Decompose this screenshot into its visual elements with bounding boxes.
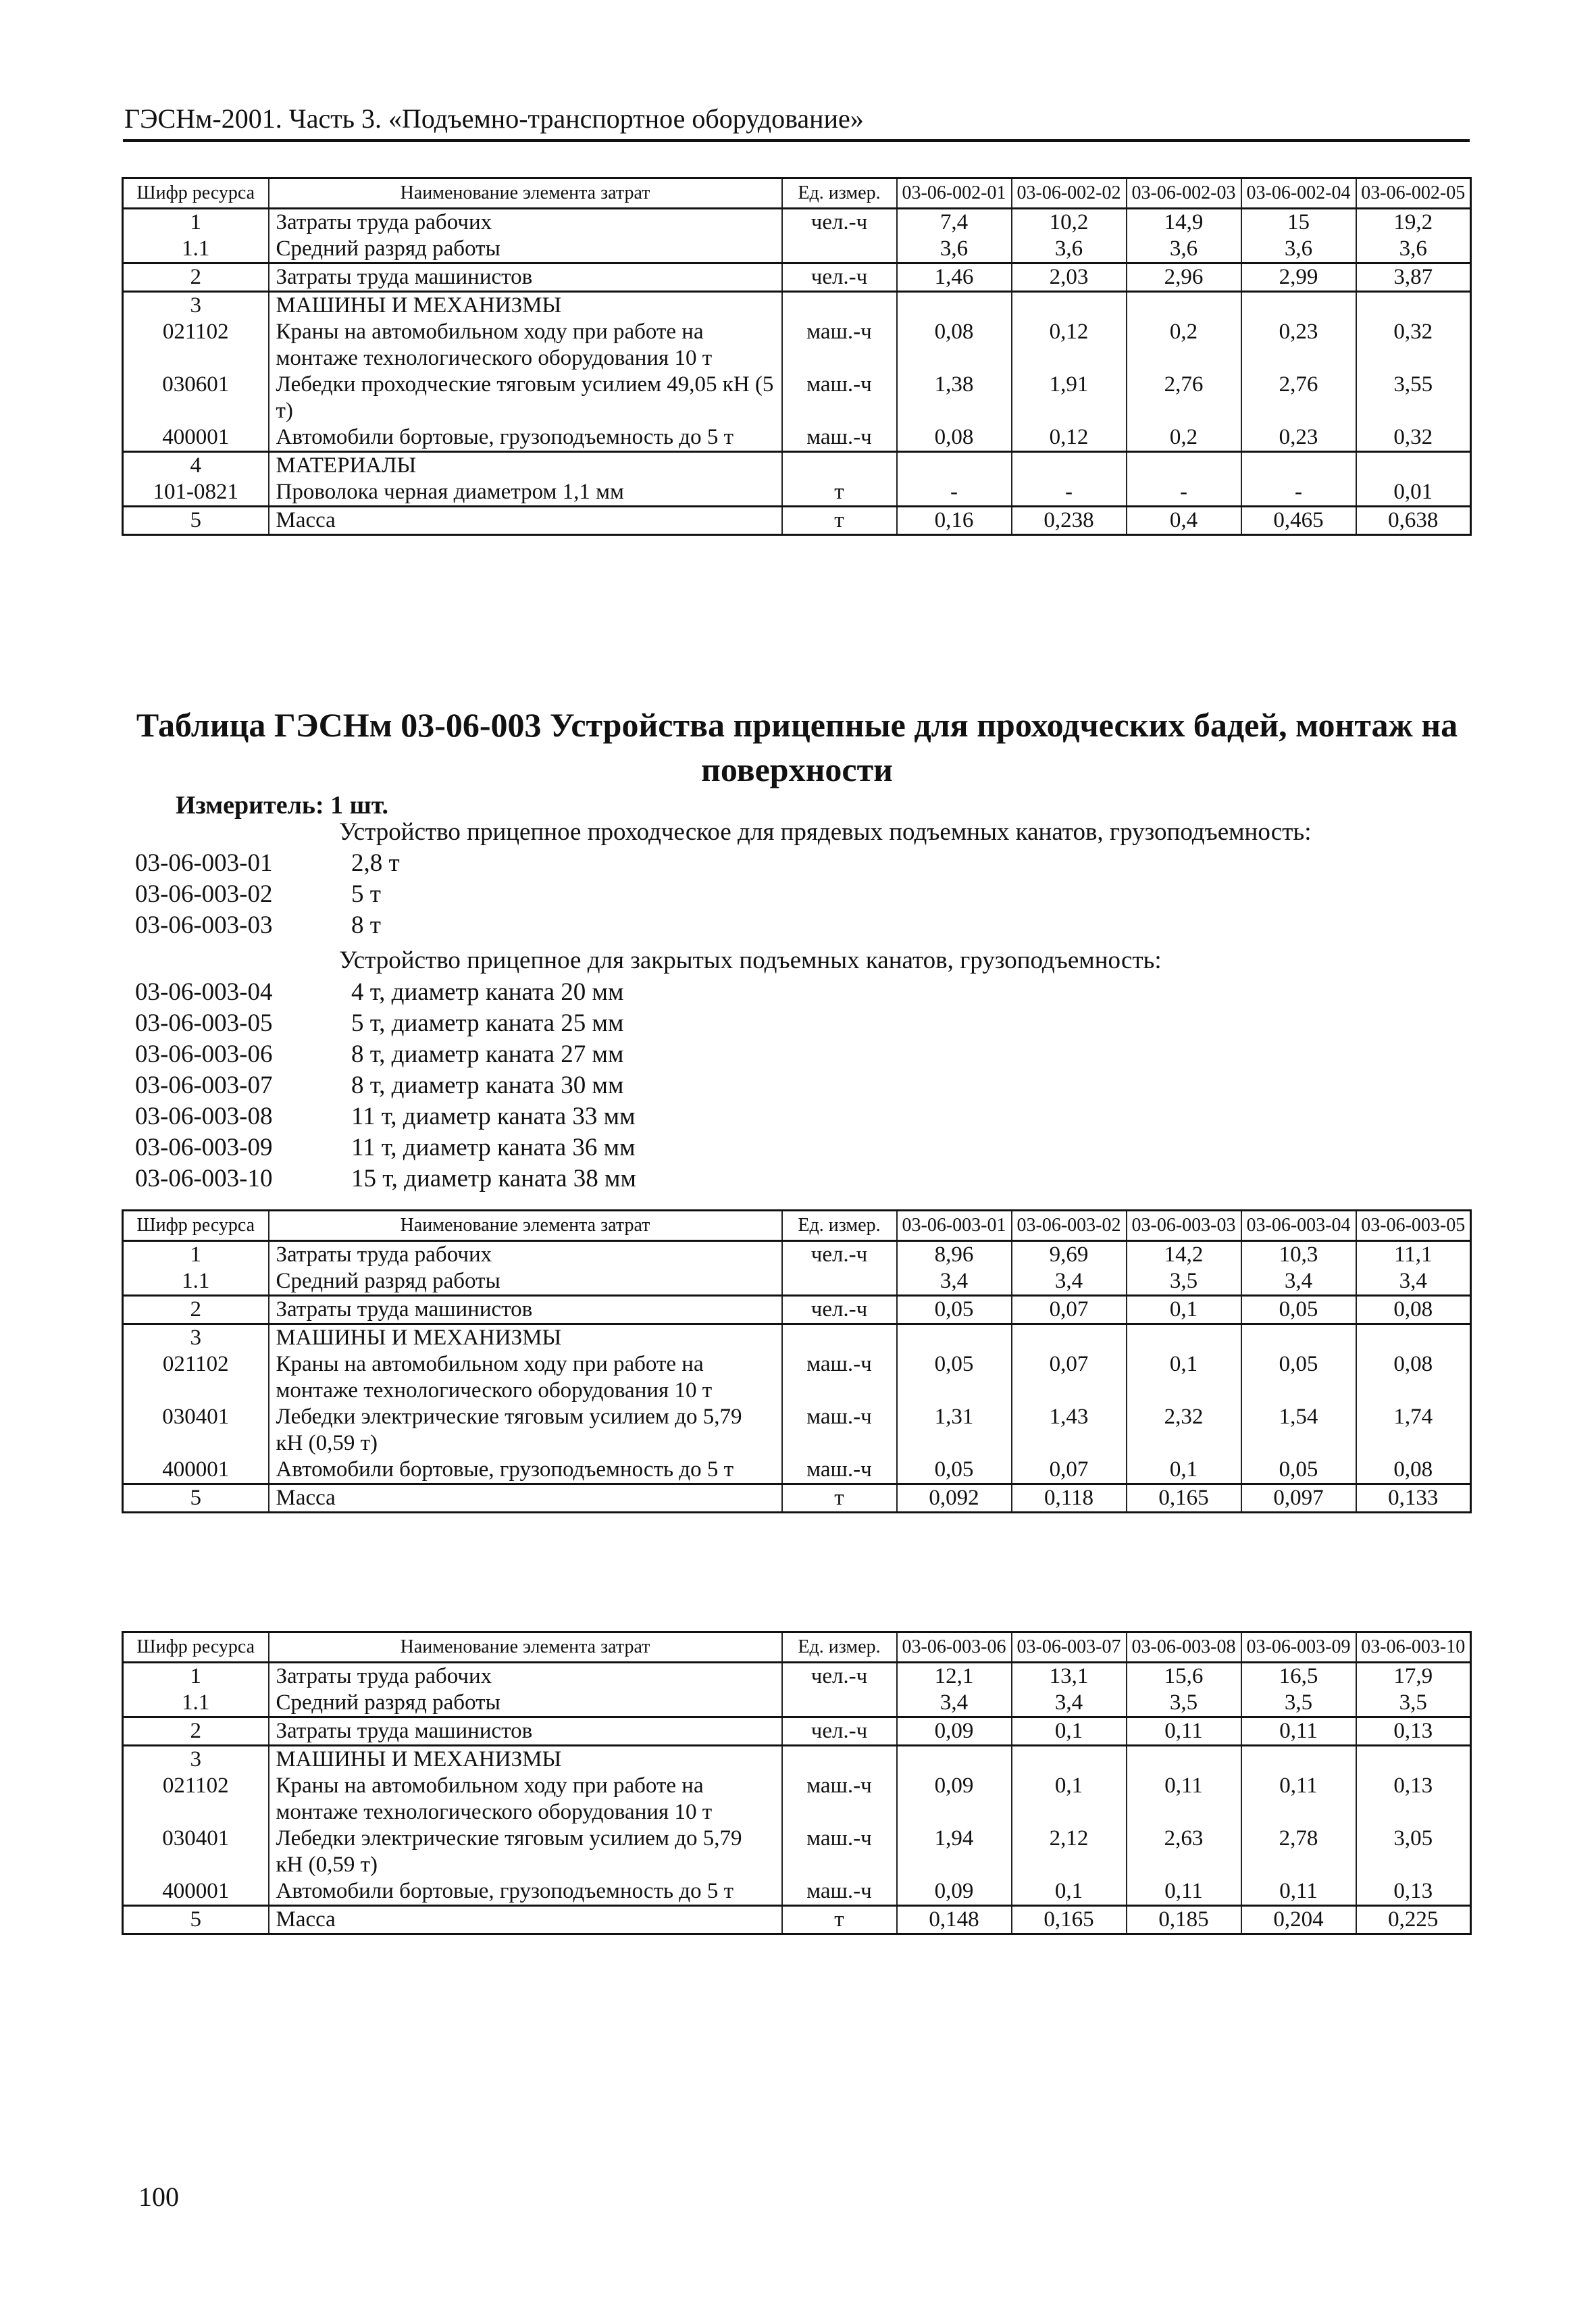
row-value: 1,31: [897, 1404, 1012, 1457]
row-value: -: [897, 479, 1012, 507]
item-desc: 5 т, диаметр каната 25 мм: [351, 1009, 624, 1037]
table-row: [123, 292, 1471, 320]
col-norm-header: 03-06-002-05: [1356, 178, 1471, 209]
row-value: [1127, 1746, 1241, 1774]
row-value: 0,12: [1012, 424, 1127, 452]
item-code: 03-06-003-01: [135, 849, 273, 877]
row-value: 1,43: [1012, 1404, 1127, 1457]
row-name: Средний разряд работы: [269, 1268, 782, 1296]
row-value: 0,05: [897, 1296, 1012, 1324]
item-code: 03-06-003-03: [135, 911, 273, 939]
row-name: Масса: [269, 507, 782, 535]
row-code: 5: [123, 1484, 269, 1513]
row-code: 3: [123, 292, 269, 320]
row-name: Затраты труда рабочих: [269, 1663, 782, 1690]
item-desc: 11 т, диаметр каната 36 мм: [351, 1134, 636, 1161]
row-value: 10,2: [1012, 209, 1127, 236]
row-value: [1356, 1324, 1471, 1352]
row-value: 0,13: [1356, 1878, 1471, 1906]
row-value: [897, 452, 1012, 480]
col-unit-header: Ед. измер.: [782, 178, 897, 209]
row-name: Автомобили бортовые, грузоподъемность до 5 т: [269, 424, 782, 452]
row-code: 1: [123, 1241, 269, 1269]
row-value: 1,91: [1012, 372, 1127, 424]
row-value: [1241, 452, 1356, 480]
col-unit-header: Ед. измер.: [782, 1632, 897, 1663]
row-value: 3,55: [1356, 372, 1471, 424]
table-row: [123, 372, 1471, 424]
row-unit: т: [782, 479, 897, 507]
row-value: [1127, 452, 1241, 480]
row-value: 0,08: [1356, 1457, 1471, 1484]
row-unit: маш.-ч: [782, 372, 897, 424]
row-value: 0,11: [1241, 1717, 1356, 1746]
row-value: [897, 292, 1012, 320]
row-name: Лебедки проходческие тяговым усилием 49,05 кН (5 т): [269, 372, 782, 424]
col-norm-header: 03-06-002-01: [897, 178, 1012, 209]
row-value: 2,78: [1241, 1826, 1356, 1878]
row-unit: маш.-ч: [782, 1878, 897, 1906]
item-code: 03-06-003-07: [135, 1072, 273, 1099]
row-value: 0,11: [1127, 1773, 1241, 1826]
table-row: [123, 1717, 1471, 1746]
table-row: [123, 479, 1471, 507]
row-value: 0,12: [1012, 319, 1127, 372]
row-value: 0,09: [897, 1878, 1012, 1906]
table-row: [123, 452, 1471, 480]
row-value: 3,6: [1127, 236, 1241, 263]
row-value: [897, 1746, 1012, 1774]
row-value: 0,11: [1241, 1878, 1356, 1906]
col-norm-header: 03-06-003-10: [1356, 1632, 1471, 1663]
item-code: 03-06-003-05: [135, 1009, 273, 1037]
row-value: -: [1127, 479, 1241, 507]
item-code: 03-06-003-02: [135, 880, 273, 908]
row-code: 400001: [123, 1878, 269, 1906]
row-value: 9,69: [1012, 1241, 1127, 1269]
col-norm-header: 03-06-003-05: [1356, 1211, 1471, 1241]
row-code: 3: [123, 1324, 269, 1352]
row-unit: чел.-ч: [782, 1241, 897, 1269]
row-name: Краны на автомобильном ходу при работе на монтаже технологического оборудования 10 т: [269, 1351, 782, 1404]
row-code: 021102: [123, 319, 269, 372]
row-value: 0,16: [897, 507, 1012, 535]
row-value: 2,03: [1012, 263, 1127, 292]
row-unit: маш.-ч: [782, 1404, 897, 1457]
row-name: Средний разряд работы: [269, 236, 782, 263]
row-name: МАШИНЫ И МЕХАНИЗМЫ: [269, 1746, 782, 1774]
measure-unit: Измеритель: 1 шт.: [176, 791, 389, 820]
row-code: 2: [123, 263, 269, 292]
row-value: 0,4: [1127, 507, 1241, 535]
row-value: 0,32: [1356, 424, 1471, 452]
row-value: 3,05: [1356, 1826, 1471, 1878]
row-value: 0,2: [1127, 424, 1241, 452]
col-norm-header: 03-06-003-09: [1241, 1632, 1356, 1663]
row-code: 2: [123, 1296, 269, 1324]
row-value: 0,13: [1356, 1717, 1471, 1746]
row-unit: чел.-ч: [782, 1296, 897, 1324]
row-value: 0,2: [1127, 319, 1241, 372]
col-name-header: Наименование элемента затрат: [269, 1632, 782, 1663]
row-code: 4: [123, 452, 269, 480]
table-body: [123, 1663, 1471, 1934]
row-value: 0,638: [1356, 507, 1471, 535]
row-value: 0,238: [1012, 507, 1127, 535]
row-name: МАШИНЫ И МЕХАНИЗМЫ: [269, 292, 782, 320]
table-row: [123, 1296, 1471, 1324]
row-unit: чел.-ч: [782, 1717, 897, 1746]
col-norm-header: 03-06-003-04: [1241, 1211, 1356, 1241]
row-code: 5: [123, 1906, 269, 1934]
table-row: [123, 1906, 1471, 1934]
col-norm-header: 03-06-002-03: [1127, 178, 1241, 209]
row-value: 15,6: [1127, 1663, 1241, 1690]
row-value: 3,4: [1012, 1268, 1127, 1296]
row-unit: [782, 1690, 897, 1717]
row-unit: маш.-ч: [782, 1826, 897, 1878]
row-value: [1241, 292, 1356, 320]
row-value: 0,1: [1127, 1296, 1241, 1324]
intro-text: Устройство прицепное проходческое для прядевых подъемных канатов, грузоподъемность:: [339, 818, 1312, 846]
row-value: [1127, 1324, 1241, 1352]
row-value: 3,4: [897, 1690, 1012, 1717]
row-name: МАТЕРИАЛЫ: [269, 452, 782, 480]
row-name: Масса: [269, 1484, 782, 1513]
row-code: 101-0821: [123, 479, 269, 507]
col-code-header: Шифр ресурса: [123, 1211, 269, 1241]
item-desc: 8 т: [351, 911, 381, 939]
row-value: 0,07: [1012, 1351, 1127, 1404]
item-desc: 8 т, диаметр каната 27 мм: [351, 1040, 624, 1068]
table-body: [123, 209, 1471, 535]
cost-table-003-a: [122, 1209, 1472, 1513]
row-value: [1012, 1324, 1127, 1352]
row-name: Краны на автомобильном ходу при работе на монтаже технологического оборудования 10 т: [269, 319, 782, 372]
row-value: 0,118: [1012, 1484, 1127, 1513]
row-code: 3: [123, 1746, 269, 1774]
row-value: 0,097: [1241, 1484, 1356, 1513]
row-code: 1.1: [123, 236, 269, 263]
row-value: [1356, 292, 1471, 320]
table-row: [123, 507, 1471, 535]
row-unit: маш.-ч: [782, 1351, 897, 1404]
row-code: 1.1: [123, 1268, 269, 1296]
row-value: 0,11: [1127, 1717, 1241, 1746]
intro-text: Устройство прицепное для закрытых подъемных канатов, грузоподъемность:: [339, 947, 1162, 974]
table-row: [123, 1457, 1471, 1484]
row-unit: [782, 1746, 897, 1774]
table-header-row: [123, 1211, 1471, 1241]
row-name: Автомобили бортовые, грузоподъемность до 5 т: [269, 1457, 782, 1484]
col-norm-header: 03-06-003-06: [897, 1632, 1012, 1663]
row-value: 0,09: [897, 1717, 1012, 1746]
row-value: 0,092: [897, 1484, 1012, 1513]
row-value: 0,225: [1356, 1906, 1471, 1934]
page-number: 100: [138, 2182, 179, 2212]
row-value: 12,1: [897, 1663, 1012, 1690]
row-value: 0,165: [1127, 1484, 1241, 1513]
row-unit: т: [782, 1484, 897, 1513]
row-value: 0,05: [1241, 1296, 1356, 1324]
row-name: Краны на автомобильном ходу при работе на монтаже технологического оборудования 10 т: [269, 1773, 782, 1826]
col-name-header: Наименование элемента затрат: [269, 178, 782, 209]
row-value: 0,08: [1356, 1296, 1471, 1324]
row-code: 400001: [123, 1457, 269, 1484]
table-row: [123, 1241, 1471, 1269]
row-value: 1,38: [897, 372, 1012, 424]
row-name: Лебедки электрические тяговым усилием до 5,79 кН (0,59 т): [269, 1826, 782, 1878]
row-value: 0,05: [897, 1457, 1012, 1484]
row-unit: [782, 1268, 897, 1296]
table-row: [123, 1404, 1471, 1457]
row-code: 1: [123, 209, 269, 236]
col-norm-header: 03-06-003-01: [897, 1211, 1012, 1241]
row-value: 10,3: [1241, 1241, 1356, 1269]
row-value: 2,63: [1127, 1826, 1241, 1878]
row-code: 030401: [123, 1404, 269, 1457]
row-value: 3,6: [1241, 236, 1356, 263]
row-value: 0,148: [897, 1906, 1012, 1934]
header-rule: [123, 139, 1470, 142]
row-unit: маш.-ч: [782, 319, 897, 372]
row-value: 3,4: [1241, 1268, 1356, 1296]
item-desc: 5 т: [351, 880, 381, 908]
row-value: 0,08: [897, 424, 1012, 452]
col-norm-header: 03-06-002-04: [1241, 178, 1356, 209]
row-value: [1012, 452, 1127, 480]
row-value: 0,11: [1127, 1878, 1241, 1906]
table-row: [123, 1268, 1471, 1296]
row-value: 0,01: [1356, 479, 1471, 507]
row-value: 0,1: [1127, 1457, 1241, 1484]
row-value: 0,1: [1012, 1773, 1127, 1826]
row-value: -: [1012, 479, 1127, 507]
item-desc: 15 т, диаметр каната 38 мм: [351, 1165, 636, 1192]
item-desc: 8 т, диаметр каната 30 мм: [351, 1072, 624, 1099]
row-value: 0,32: [1356, 319, 1471, 372]
table-row: [123, 319, 1471, 372]
row-value: 0,23: [1241, 424, 1356, 452]
item-code: 03-06-003-08: [135, 1103, 273, 1130]
row-value: [1012, 292, 1127, 320]
table-header-row: [123, 1632, 1471, 1663]
row-value: 3,6: [1012, 236, 1127, 263]
row-value: 14,2: [1127, 1241, 1241, 1269]
col-code-header: Шифр ресурса: [123, 1632, 269, 1663]
row-value: 2,99: [1241, 263, 1356, 292]
row-value: 1,54: [1241, 1404, 1356, 1457]
row-value: 3,6: [897, 236, 1012, 263]
row-value: 3,6: [1356, 236, 1471, 263]
row-value: 11,1: [1356, 1241, 1471, 1269]
table-header-row: [123, 178, 1471, 209]
row-value: 0,05: [1241, 1457, 1356, 1484]
row-value: 14,9: [1127, 209, 1241, 236]
item-desc: 11 т, диаметр каната 33 мм: [351, 1103, 636, 1130]
row-value: 2,76: [1127, 372, 1241, 424]
row-value: 3,87: [1356, 263, 1471, 292]
row-unit: т: [782, 1906, 897, 1934]
row-code: 1: [123, 1663, 269, 1690]
row-name: Затраты труда машинистов: [269, 263, 782, 292]
table-row: [123, 236, 1471, 263]
row-value: [1356, 452, 1471, 480]
row-name: МАШИНЫ И МЕХАНИЗМЫ: [269, 1324, 782, 1352]
row-value: 3,5: [1356, 1690, 1471, 1717]
row-value: 0,07: [1012, 1457, 1127, 1484]
row-value: 3,5: [1127, 1268, 1241, 1296]
row-value: [1127, 292, 1241, 320]
row-value: 0,133: [1356, 1484, 1471, 1513]
row-value: 0,05: [1241, 1351, 1356, 1404]
row-code: 2: [123, 1717, 269, 1746]
row-value: 0,08: [1356, 1351, 1471, 1404]
row-unit: маш.-ч: [782, 1457, 897, 1484]
row-value: 2,96: [1127, 263, 1241, 292]
item-code: 03-06-003-04: [135, 978, 273, 1006]
row-name: Затраты труда машинистов: [269, 1717, 782, 1746]
row-value: 1,46: [897, 263, 1012, 292]
row-unit: [782, 292, 897, 320]
row-value: 0,1: [1012, 1878, 1127, 1906]
item-code: 03-06-003-10: [135, 1165, 273, 1192]
item-code: 03-06-003-09: [135, 1134, 273, 1161]
row-value: 3,5: [1241, 1690, 1356, 1717]
row-value: [1241, 1324, 1356, 1352]
row-name: Затраты труда машинистов: [269, 1296, 782, 1324]
col-norm-header: 03-06-003-03: [1127, 1211, 1241, 1241]
row-value: 0,13: [1356, 1773, 1471, 1826]
row-value: 3,5: [1127, 1690, 1241, 1717]
row-value: 0,11: [1241, 1773, 1356, 1826]
row-name: Затраты труда рабочих: [269, 1241, 782, 1269]
col-norm-header: 03-06-003-02: [1012, 1211, 1127, 1241]
row-value: 0,1: [1127, 1351, 1241, 1404]
section-title: Таблица ГЭСНм 03-06-003 Устройства прицепные для проходческих бадей, монтаж на поверхности: [136, 706, 1458, 788]
row-name: Средний разряд работы: [269, 1690, 782, 1717]
row-code: 1.1: [123, 1690, 269, 1717]
row-value: [1241, 1746, 1356, 1774]
row-value: 0,185: [1127, 1906, 1241, 1934]
table-row: [123, 1663, 1471, 1690]
row-value: 2,76: [1241, 372, 1356, 424]
row-value: -: [1241, 479, 1356, 507]
row-value: 17,9: [1356, 1663, 1471, 1690]
table-row: [123, 1351, 1471, 1404]
row-value: 3,4: [1356, 1268, 1471, 1296]
row-value: 0,23: [1241, 319, 1356, 372]
table-row: [123, 1324, 1471, 1352]
row-value: 7,4: [897, 209, 1012, 236]
item-desc: 2,8 т: [351, 849, 400, 877]
row-unit: чел.-ч: [782, 263, 897, 292]
table-row: [123, 1773, 1471, 1826]
col-name-header: Наименование элемента затрат: [269, 1211, 782, 1241]
table-row: [123, 1690, 1471, 1717]
page-header: ГЭСНм-2001. Часть 3. «Подъемно-транспортное оборудование»: [124, 103, 864, 134]
row-value: [897, 1324, 1012, 1352]
row-code: 5: [123, 507, 269, 535]
row-value: 2,32: [1127, 1404, 1241, 1457]
row-unit: чел.-ч: [782, 209, 897, 236]
table-body: [123, 1241, 1471, 1513]
row-name: Затраты труда рабочих: [269, 209, 782, 236]
row-name: Автомобили бортовые, грузоподъемность до 5 т: [269, 1878, 782, 1906]
row-value: 16,5: [1241, 1663, 1356, 1690]
col-norm-header: 03-06-002-02: [1012, 178, 1127, 209]
row-unit: [782, 1324, 897, 1352]
row-value: 15: [1241, 209, 1356, 236]
row-code: 021102: [123, 1351, 269, 1404]
row-value: 0,204: [1241, 1906, 1356, 1934]
row-code: 021102: [123, 1773, 269, 1826]
row-value: 1,74: [1356, 1404, 1471, 1457]
row-value: 1,94: [897, 1826, 1012, 1878]
cost-table-003-b: [122, 1631, 1472, 1935]
col-norm-header: 03-06-003-07: [1012, 1632, 1127, 1663]
table-row: [123, 209, 1471, 236]
row-unit: т: [782, 507, 897, 535]
row-value: 19,2: [1356, 209, 1471, 236]
row-unit: [782, 452, 897, 480]
item-desc: 4 т, диаметр каната 20 мм: [351, 978, 624, 1006]
row-unit: [782, 236, 897, 263]
row-value: 3,4: [897, 1268, 1012, 1296]
col-code-header: Шифр ресурса: [123, 178, 269, 209]
col-norm-header: 03-06-003-08: [1127, 1632, 1241, 1663]
row-value: 0,09: [897, 1773, 1012, 1826]
row-code: 030401: [123, 1826, 269, 1878]
col-unit-header: Ед. измер.: [782, 1211, 897, 1241]
row-value: 0,165: [1012, 1906, 1127, 1934]
row-code: 030601: [123, 372, 269, 424]
table-row: [123, 1878, 1471, 1906]
row-unit: чел.-ч: [782, 1663, 897, 1690]
row-value: 2,12: [1012, 1826, 1127, 1878]
row-value: [1012, 1746, 1127, 1774]
table-row: [123, 263, 1471, 292]
table-row: [123, 1826, 1471, 1878]
row-name: Масса: [269, 1906, 782, 1934]
table-row: [123, 424, 1471, 452]
table-row: [123, 1746, 1471, 1774]
row-value: 3,4: [1012, 1690, 1127, 1717]
row-name: Проволока черная диаметром 1,1 мм: [269, 479, 782, 507]
row-unit: маш.-ч: [782, 424, 897, 452]
cost-table-002: [122, 177, 1472, 536]
row-code: 400001: [123, 424, 269, 452]
row-value: 8,96: [897, 1241, 1012, 1269]
row-value: [1356, 1746, 1471, 1774]
item-code: 03-06-003-06: [135, 1040, 273, 1068]
row-value: 13,1: [1012, 1663, 1127, 1690]
row-value: 0,465: [1241, 507, 1356, 535]
row-value: 0,1: [1012, 1717, 1127, 1746]
row-value: 0,08: [897, 319, 1012, 372]
row-name: Лебедки электрические тяговым усилием до 5,79 кН (0,59 т): [269, 1404, 782, 1457]
table-row: [123, 1484, 1471, 1513]
row-value: 0,05: [897, 1351, 1012, 1404]
row-unit: маш.-ч: [782, 1773, 897, 1826]
row-value: 0,07: [1012, 1296, 1127, 1324]
